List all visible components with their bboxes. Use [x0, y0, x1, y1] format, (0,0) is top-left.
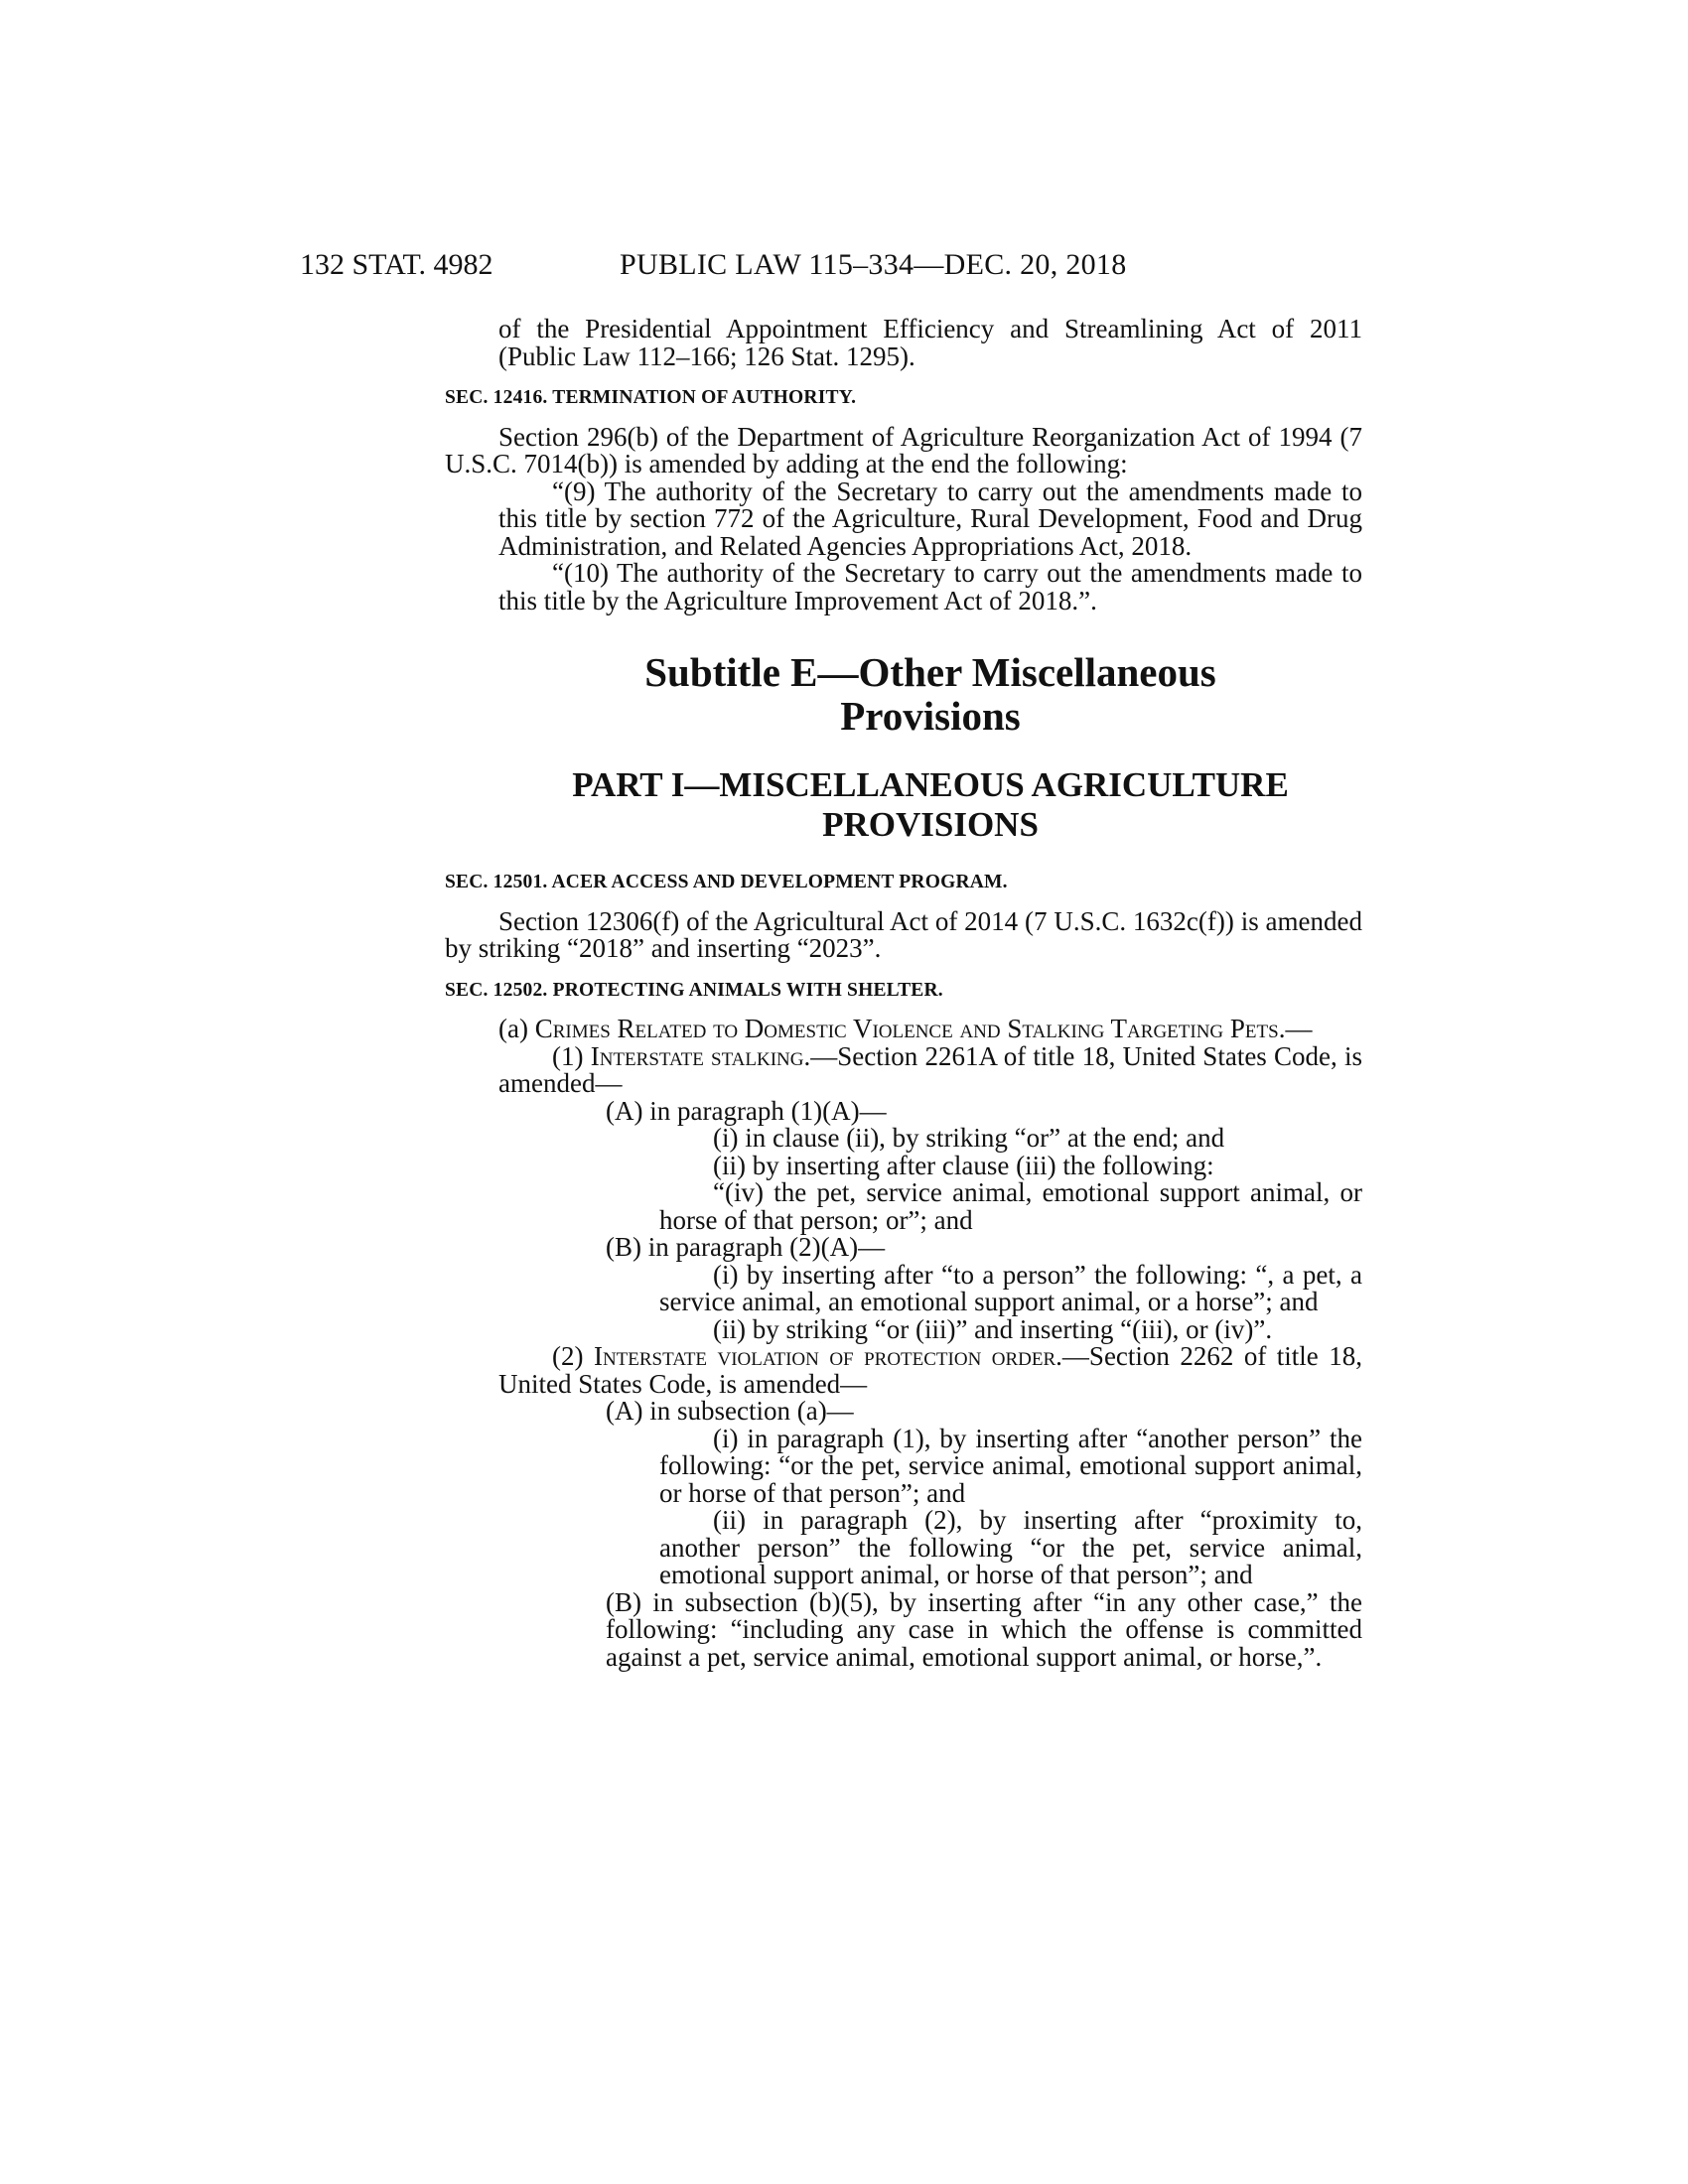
paragraph-1-A: (A) in paragraph (1)(A)— — [606, 1095, 887, 1126]
sec-12416-heading: SEC. 12416. TERMINATION OF AUTHORITY. — [445, 387, 857, 408]
sec-12416-paragraph-10: “(10) The authority of the Secretary to carry out the amendments made to this title by the Agriculture Improvement Act of 2018.”. — [498, 558, 1362, 615]
part-heading — [399, 765, 1462, 845]
sec-12416-text: Section 296(b) of the Department of Agriculture Reorganization Act of 1994 (7 U.S.C. 7014(b)) is amended by adding at the end the following: — [445, 421, 1362, 478]
paragraph-2-text: —Section 2262 of title 18, United States Code, is amended— — [498, 1341, 1363, 1399]
paragraph-1-A-i: (i) in clause (ii), by striking “or” at the end; and — [713, 1123, 1225, 1153]
paragraph-2-heading: Interstate violation of protection order. — [593, 1341, 1062, 1371]
subtitle-line-2: Provisions — [840, 693, 1021, 739]
paragraph-1-B: (B) in paragraph (2)(A)— — [606, 1232, 886, 1262]
part-line-2: PROVISIONS — [822, 805, 1039, 844]
paragraph-1-text: —Section 2261A of title 18, United States Code, is amended— — [498, 1040, 1363, 1098]
subsection-a-heading: Crimes Related to Domestic Violence and Stalking Targeting Pets.— — [534, 1014, 1313, 1043]
subtitle-line-1: Subtitle E—Other Miscellaneous — [644, 649, 1216, 695]
paragraph-2 — [498, 1343, 1362, 1398]
paragraph-1-A-ii-quote: “(iv) the pet, service animal, emotional support animal, or horse of that person; or”; and — [659, 1177, 1362, 1235]
paragraph-1-B-i: (i) by inserting after “to a person” the following: “, a pet, a service animal, an emotional support animal, or a horse”; and — [659, 1259, 1362, 1316]
document-body — [445, 314, 1363, 1672]
sec-12416-paragraph-9: “(9) The authority of the Secretary to carry out the amendments made to this title by section 772 of the Agriculture, Rural Development, Food and Drug Administration, and Related Agencies Appropriations Act, 2018. — [498, 476, 1362, 561]
sec-12501-text: Section 12306(f) of the Agricultural Act of 2014 (7 U.S.C. 1632c(f)) is amended by striking “2018” and inserting “2023”. — [445, 905, 1362, 963]
paragraph-2-A-i: (i) in paragraph (1), by inserting after “another person” the following: “or the pet, service animal, emotional support animal, or horse of that person”; and — [659, 1423, 1362, 1508]
subsection-a-label: (a) — [498, 1014, 528, 1043]
public-law-citation: PUBLIC LAW 115–334—DEC. 20, 2018 — [620, 248, 1127, 281]
sec-12502-heading: SEC. 12502. PROTECTING ANIMALS WITH SHELTER. — [445, 979, 943, 1001]
stat-page-number: 132 STAT. 4982 — [300, 248, 493, 281]
subtitle-heading — [399, 650, 1462, 738]
paragraph-1-A-ii: (ii) by inserting after clause (iii) the following: — [713, 1150, 1214, 1180]
paragraph-2-label: (2) — [552, 1341, 584, 1371]
carryover-paragraph: of the Presidential Appointment Efficiency and Streamlining Act of 2011 (Public Law 112–166; 126 Stat. 1295). — [498, 314, 1362, 371]
paragraph-1-heading: Interstate stalking. — [590, 1040, 811, 1071]
running-header — [300, 248, 1372, 288]
paragraph-2-B: (B) in subsection (b)(5), by inserting after “in any other case,” the following: “including any case in which the offense is committed against a pet, service animal, emotional support animal, or horse,”. — [606, 1586, 1362, 1672]
paragraph-1-label: (1) — [552, 1040, 584, 1071]
paragraph-2-A: (A) in subsection (a)— — [606, 1396, 854, 1426]
paragraph-1-B-ii: (ii) by striking “or (iii)” and inserting “(iii), or (iv)”. — [713, 1313, 1273, 1344]
paragraph-1 — [498, 1040, 1363, 1098]
sec-12501-heading: SEC. 12501. ACER ACCESS AND DEVELOPMENT PROGRAM. — [445, 872, 1008, 892]
paragraph-2-A-ii: (ii) in paragraph (2), by inserting after “proximity to, another person” the following “or the pet, service animal, emotional support animal, or horse of that person”; and — [659, 1505, 1362, 1589]
part-line-1: PART I—MISCELLANEOUS AGRICULTURE — [572, 765, 1289, 804]
subsection-a — [445, 1016, 1362, 1043]
